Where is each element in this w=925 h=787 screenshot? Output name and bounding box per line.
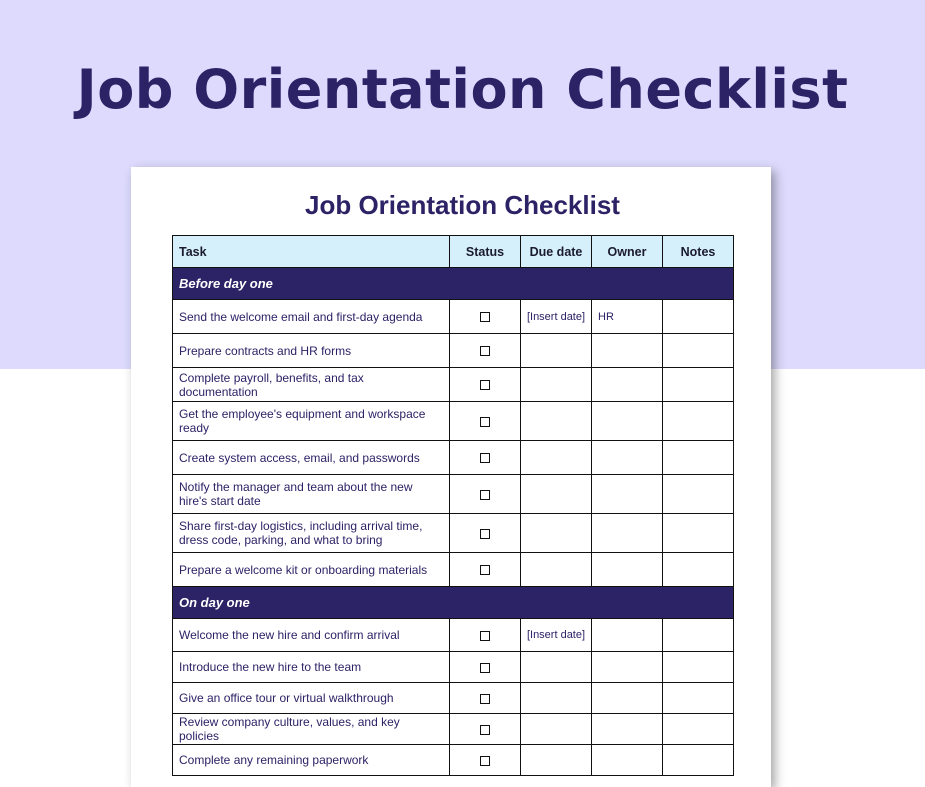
status-checkbox[interactable] — [480, 529, 490, 539]
notes-cell[interactable] — [663, 652, 734, 683]
task-cell: Give an office tour or virtual walkthrough — [173, 683, 450, 714]
owner-cell[interactable] — [592, 652, 663, 683]
due-date-cell[interactable] — [521, 714, 592, 745]
table-row — [173, 652, 734, 683]
notes-cell[interactable] — [663, 368, 734, 402]
table-row — [173, 368, 734, 402]
checklist-table — [172, 235, 734, 776]
task-cell: Complete payroll, benefits, and tax documentation — [173, 368, 450, 402]
notes-cell[interactable] — [663, 300, 734, 334]
due-date-cell[interactable] — [521, 475, 592, 514]
section-header-row — [173, 587, 734, 619]
status-cell — [450, 745, 521, 776]
owner-cell[interactable] — [592, 368, 663, 402]
status-cell — [450, 441, 521, 475]
status-checkbox[interactable] — [480, 694, 490, 704]
status-cell — [450, 514, 521, 553]
owner-cell[interactable] — [592, 714, 663, 745]
owner-cell[interactable] — [592, 553, 663, 587]
table-row — [173, 683, 734, 714]
due-date-cell[interactable] — [521, 402, 592, 441]
section-title: On day one — [173, 587, 734, 619]
status-checkbox[interactable] — [480, 725, 490, 735]
owner-cell[interactable] — [592, 683, 663, 714]
status-checkbox[interactable] — [480, 565, 490, 575]
task-cell: Create system access, email, and passwords — [173, 441, 450, 475]
owner-cell[interactable] — [592, 619, 663, 652]
notes-cell[interactable] — [663, 514, 734, 553]
due-date-cell[interactable] — [521, 441, 592, 475]
due-date-cell[interactable] — [521, 745, 592, 776]
owner-cell[interactable] — [592, 441, 663, 475]
due-date-cell[interactable]: [Insert date] — [521, 300, 592, 334]
table-row — [173, 441, 734, 475]
table-row — [173, 300, 734, 334]
task-cell: Introduce the new hire to the team — [173, 652, 450, 683]
due-date-cell[interactable] — [521, 514, 592, 553]
owner-cell[interactable] — [592, 745, 663, 776]
due-date-cell[interactable] — [521, 368, 592, 402]
status-cell — [450, 619, 521, 652]
notes-cell[interactable] — [663, 714, 734, 745]
status-checkbox[interactable] — [480, 490, 490, 500]
task-cell: Review company culture, values, and key policies — [173, 714, 450, 745]
owner-cell[interactable] — [592, 402, 663, 441]
status-checkbox[interactable] — [480, 631, 490, 641]
owner-cell[interactable] — [592, 475, 663, 514]
section-header-row — [173, 268, 734, 300]
table-row — [173, 514, 734, 553]
task-cell: Welcome the new hire and confirm arrival — [173, 619, 450, 652]
column-header-status: Status — [450, 236, 521, 268]
hero-title: Job Orientation Checklist — [76, 58, 849, 121]
task-cell: Complete any remaining paperwork — [173, 745, 450, 776]
status-checkbox[interactable] — [480, 453, 490, 463]
table-header-row — [173, 236, 734, 268]
status-cell — [450, 475, 521, 514]
notes-cell[interactable] — [663, 553, 734, 587]
notes-cell[interactable] — [663, 619, 734, 652]
status-cell — [450, 714, 521, 745]
section-title: Before day one — [173, 268, 734, 300]
task-cell: Send the welcome email and first-day agenda — [173, 300, 450, 334]
task-cell: Prepare contracts and HR forms — [173, 334, 450, 368]
table-row — [173, 745, 734, 776]
table-row — [173, 475, 734, 514]
table-row — [173, 334, 734, 368]
status-cell — [450, 334, 521, 368]
status-cell — [450, 402, 521, 441]
owner-cell[interactable] — [592, 514, 663, 553]
notes-cell[interactable] — [663, 745, 734, 776]
notes-cell[interactable] — [663, 683, 734, 714]
column-header-notes: Notes — [663, 236, 734, 268]
status-cell — [450, 652, 521, 683]
column-header-owner: Owner — [592, 236, 663, 268]
table-row — [173, 714, 734, 745]
column-header-task: Task — [173, 236, 450, 268]
due-date-cell[interactable] — [521, 652, 592, 683]
notes-cell[interactable] — [663, 334, 734, 368]
status-checkbox[interactable] — [480, 756, 490, 766]
status-checkbox[interactable] — [480, 346, 490, 356]
status-cell — [450, 683, 521, 714]
status-checkbox[interactable] — [480, 663, 490, 673]
notes-cell[interactable] — [663, 441, 734, 475]
table-row — [173, 619, 734, 652]
due-date-cell[interactable] — [521, 334, 592, 368]
status-checkbox[interactable] — [480, 380, 490, 390]
column-header-due-date: Due date — [521, 236, 592, 268]
status-checkbox[interactable] — [480, 417, 490, 427]
due-date-cell[interactable] — [521, 553, 592, 587]
due-date-cell[interactable]: [Insert date] — [521, 619, 592, 652]
owner-cell[interactable]: HR — [592, 300, 663, 334]
status-cell — [450, 368, 521, 402]
task-cell: Notify the manager and team about the new hire's start date — [173, 475, 450, 514]
notes-cell[interactable] — [663, 402, 734, 441]
document-title: Job Orientation Checklist — [305, 190, 620, 220]
table-row — [173, 402, 734, 441]
table-row — [173, 553, 734, 587]
task-cell: Share first-day logistics, including arrival time, dress code, parking, and what to bring — [173, 514, 450, 553]
due-date-cell[interactable] — [521, 683, 592, 714]
checklist-body — [173, 268, 734, 776]
task-cell: Get the employee's equipment and workspace ready — [173, 402, 450, 441]
status-cell — [450, 300, 521, 334]
task-cell: Prepare a welcome kit or onboarding materials — [173, 553, 450, 587]
status-cell — [450, 553, 521, 587]
owner-cell[interactable] — [592, 334, 663, 368]
status-checkbox[interactable] — [480, 312, 490, 322]
notes-cell[interactable] — [663, 475, 734, 514]
